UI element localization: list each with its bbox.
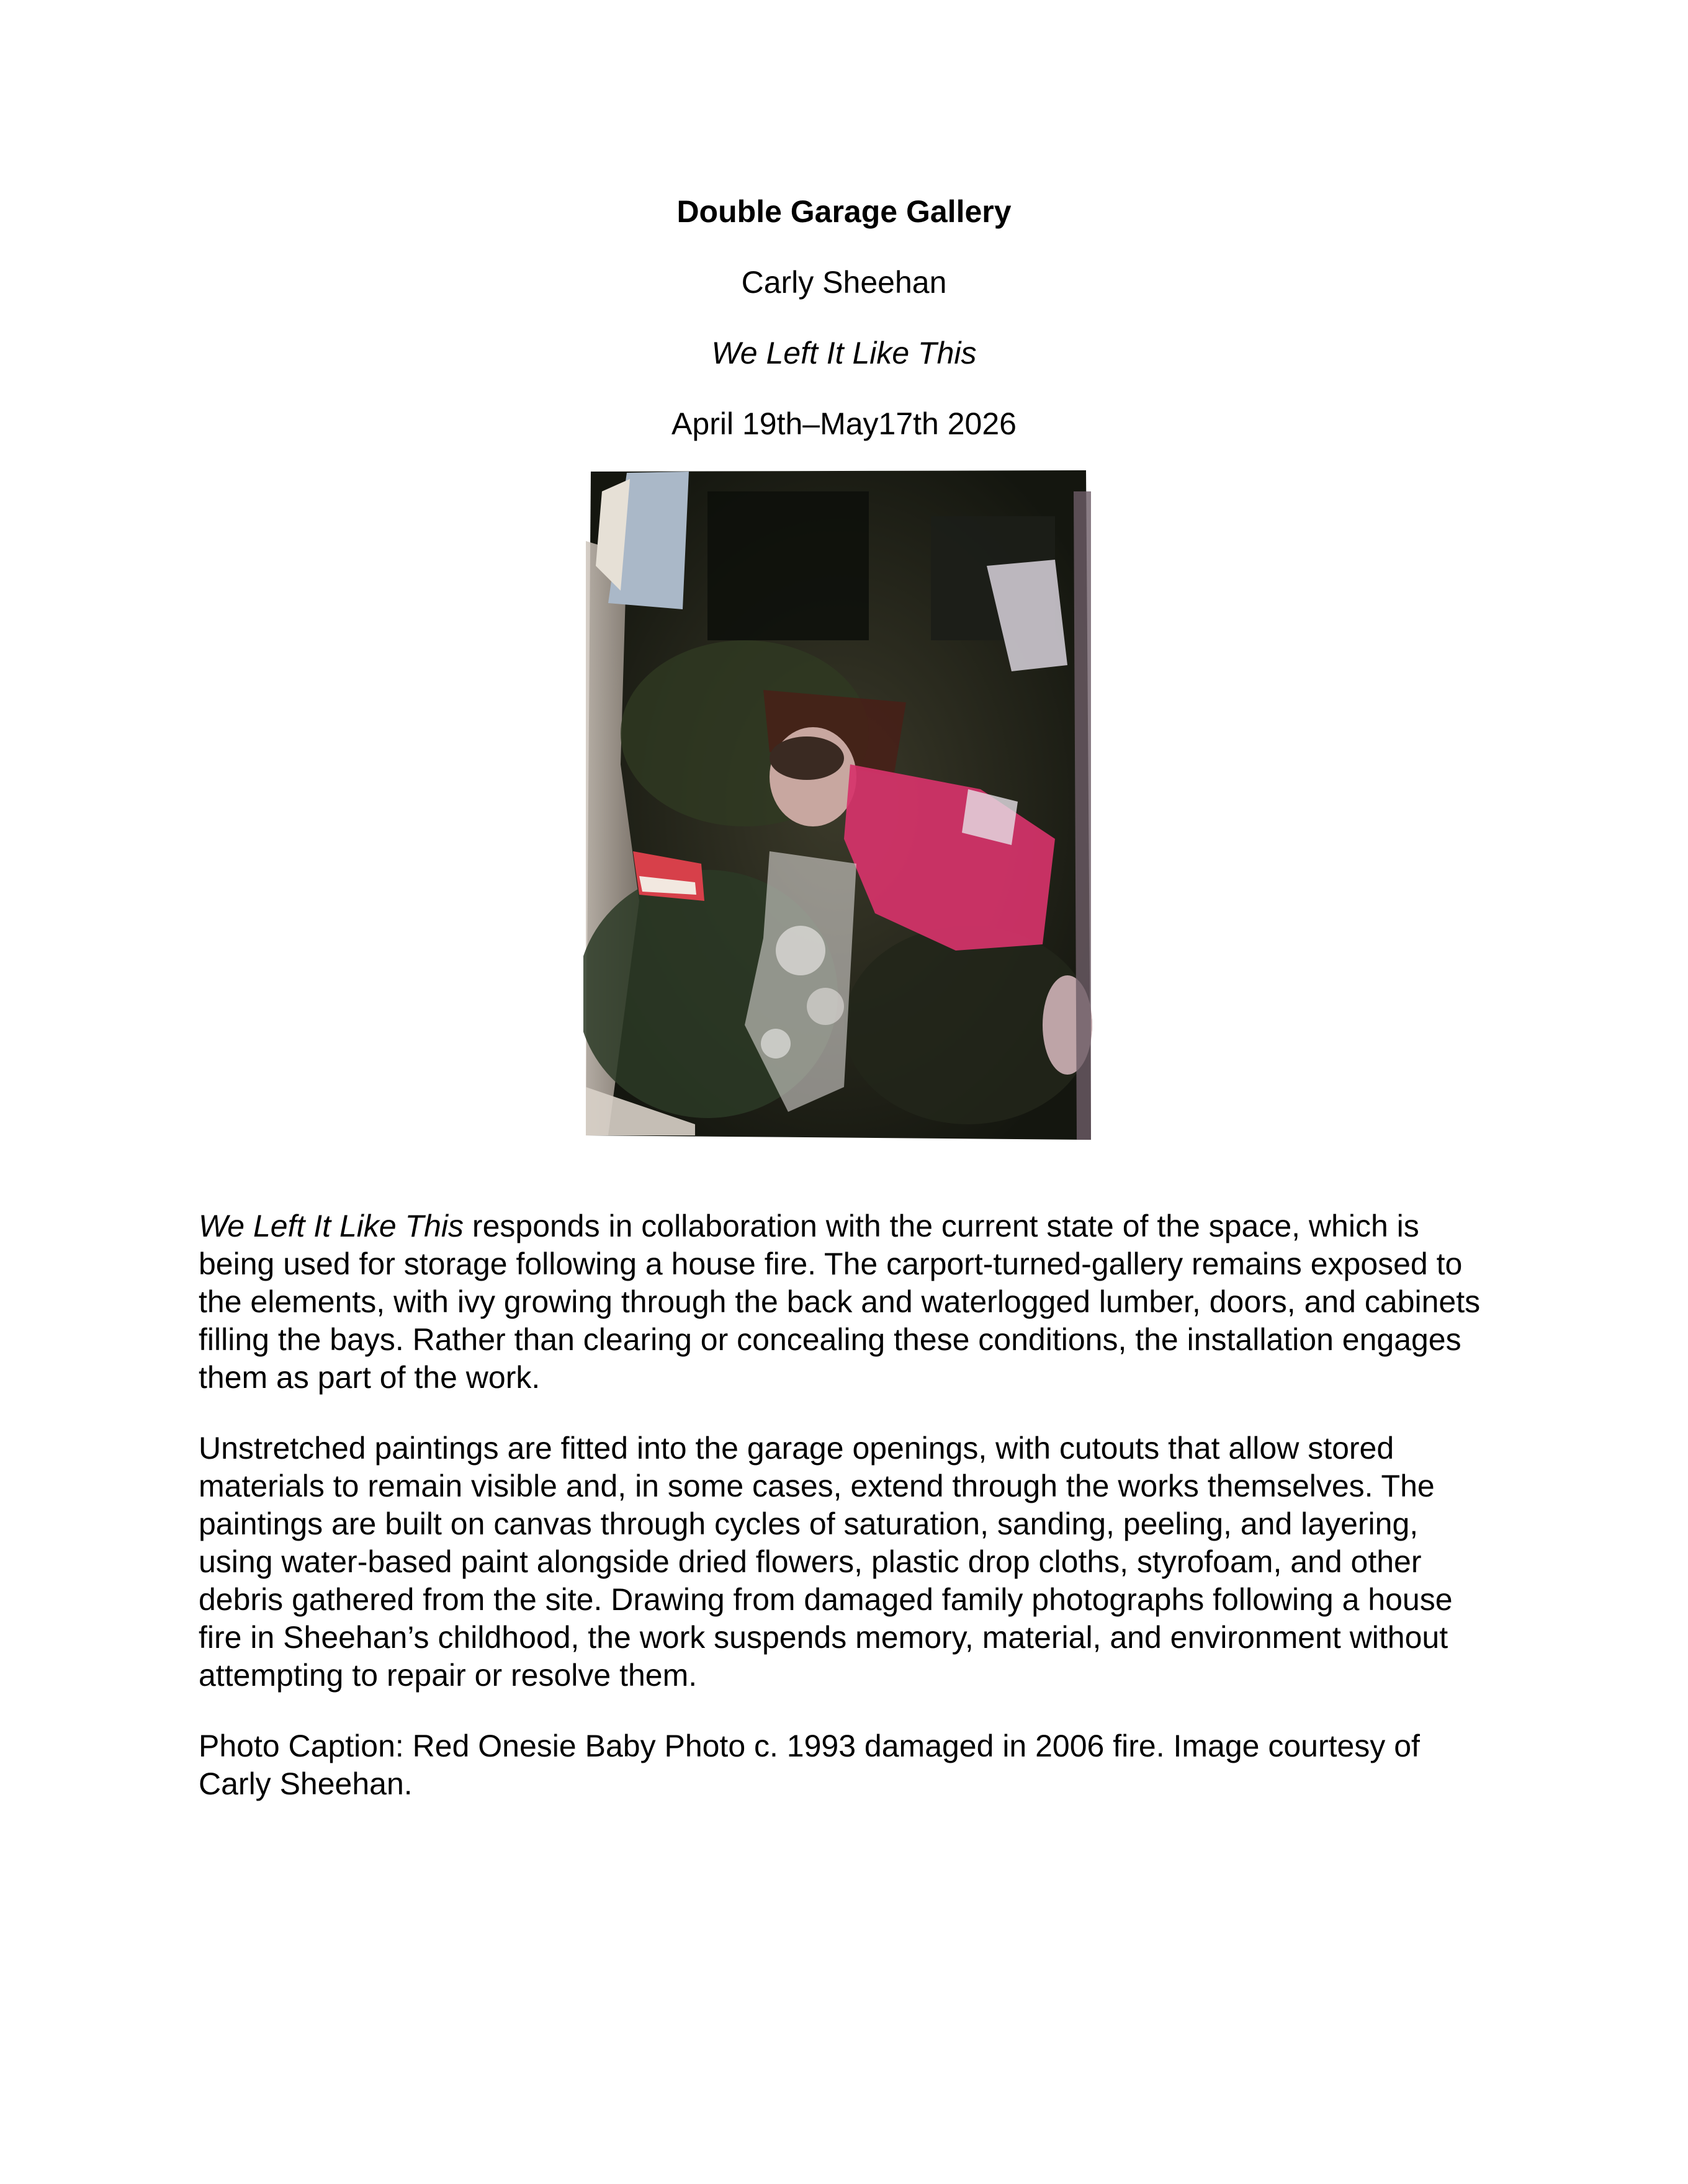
gallery-name: Double Garage Gallery — [676, 194, 1012, 229]
exhibition-title: We Left It Like This — [711, 336, 977, 370]
paragraph-1-text: responds in collaboration with the current state of the space, which is being used for storage following a house fire. The carport-turned-gallery remains exposed to the elements, with ivy growing through the back and waterlogged lumber, doors, and cabinets filling the bays. Rather than clearing or concealing these conditions, the installation engages them as part of the work. — [199, 1209, 1481, 1395]
exhibition-title-inline: We Left It Like This — [199, 1209, 464, 1243]
exhibition-dates: April 19th–May17th 2026 — [671, 406, 1017, 441]
description-paragraph-1 — [199, 1207, 1489, 1397]
description-paragraph-2: Unstretched paintings are fitted into the garage openings, with cutouts that allow stored materials to remain visible and, in some cases, extend through the works themselves. The paintings are built on canvas through cycles of saturation, sanding, peeling, and layering, using water-based paint alongside dried flowers, plastic drop cloths, styrofoam, and other debris gathered from the site. Drawing from damaged family photographs following a house fire in Sheehan’s childhood, the work suspends memory, material, and environment without attempting to repair or resolve them. — [199, 1431, 1453, 1693]
artist-name: Carly Sheehan — [741, 265, 947, 300]
damaged-photograph — [583, 467, 1096, 1143]
photo-caption: Photo Caption: Red Onesie Baby Photo c. 1993 damaged in 2006 fire. Image courtesy of Carly Sheehan. — [199, 1729, 1420, 1801]
